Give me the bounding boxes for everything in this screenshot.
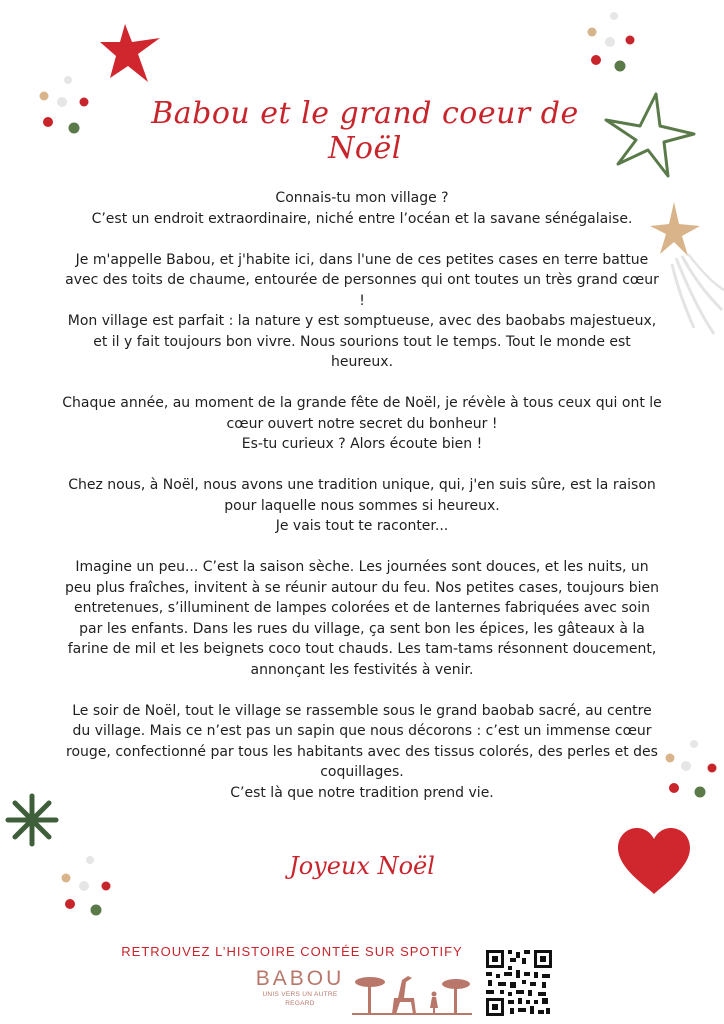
paragraph: [62, 701, 662, 804]
story-line: Mon village est parfait : la nature y est somptueuse, avec des baobabs majestueux, et il y fait toujours bon vivre. Nous sourions tout le temps. Tout le monde est heureux.: [67, 313, 657, 370]
babou-logo: [252, 968, 348, 1008]
story-line: C’est là que notre tradition prend vie.: [230, 784, 494, 801]
paragraph: [62, 393, 662, 455]
story-title: Babou et le grand coeur de Noël: [151, 96, 579, 166]
spotify-callout: RETROUVEZ L’HISTOIRE CONTÉE SUR SPOTIFY: [121, 944, 463, 959]
story-line: Imagine un peu... C’est la saison sèche. Les journées sont douces, et les nuits, un peu plus fraîches, invitent à se réunir autour du feu. Nos petites cases, toujours bien entretenues, s’illuminent de lampes colorées et de lanternes fabriquées avec soin par les enfants. Dans les rues du village, ça sent bon les épices, les gâteaux à la farine de mil et les beignets coco tout chauds. Les tam-tams résonnent doucement, annonçant les festivités à venir.: [65, 559, 659, 678]
story-line: Je vais tout te raconter...: [275, 518, 449, 534]
paragraph: [62, 250, 662, 373]
story-body: [62, 188, 662, 824]
green-asterisk-icon: [4, 792, 60, 848]
paragraph: [62, 475, 662, 537]
savanna-illustration-icon: [352, 968, 472, 1016]
brand-tagline: UNIS VERS UN AUTRE REGARD: [262, 991, 338, 1007]
green-star-outline-icon: [600, 90, 700, 180]
confetti-dots-icon: [56, 852, 116, 920]
brand-name: BABOU: [255, 967, 345, 990]
story-line: Le soir de Noël, tout le village se rassemble sous le grand baobab sacré, au centre du village. Mais ce n’est pas un sapin que nous décorons : c’est un immense cœur rouge, confectionné par tous les habitants avec des tissus colorés, des perles et des coquillages.: [66, 702, 658, 780]
confetti-dots-icon: [36, 72, 92, 138]
confetti-dots-icon: [660, 736, 724, 800]
signoff: Joyeux Noël: [289, 852, 435, 880]
qr-code-icon[interactable]: [484, 948, 554, 1018]
story-line: C’est un endroit extraordinaire, niché entre l’océan et la savane sénégalaise.: [91, 210, 633, 227]
confetti-dots-icon: [584, 8, 640, 74]
story-line: Chez nous, à Noël, nous avons une tradition unique, qui, j'en suis sûre, est la raison pour laquelle nous sommes si heureux.: [68, 477, 656, 514]
paragraph: [62, 557, 662, 680]
story-line: Connais-tu mon village ?: [275, 190, 449, 206]
paragraph: [62, 188, 662, 229]
red-heart-icon: [616, 826, 692, 896]
story-line: Es-tu curieux ? Alors écoute bien !: [241, 436, 483, 452]
story-line: Je m'appelle Babou, et j'habite ici, dans l'une de ces petites cases en terre battue avec des toits de chaume, entourée de personnes qui ont toutes un très grand cœur !: [65, 251, 659, 309]
story-line: Chaque année, au moment de la grande fête de Noël, je révèle à tous ceux qui ont le cœur ouvert notre secret du bonheur !: [62, 395, 662, 432]
red-star-icon: [98, 20, 164, 86]
